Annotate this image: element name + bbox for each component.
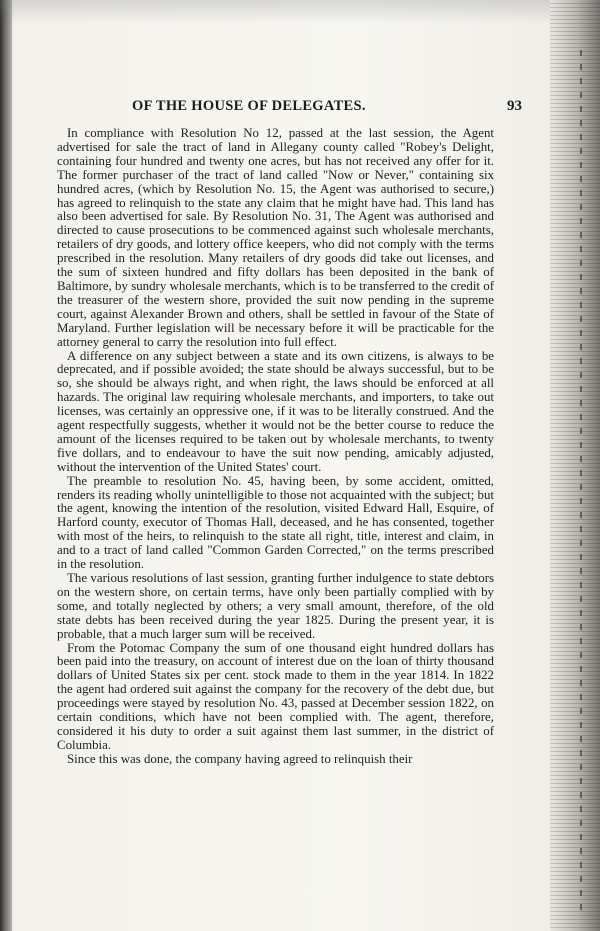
- page-header: [90, 98, 522, 118]
- page-number: 93: [507, 98, 522, 114]
- edge-marks: [580, 50, 582, 910]
- paragraph: The preamble to resolution No. 45, having been, by some accident, omitted, renders its reading wholly unintelligible to those not acquainted with the subject; but the agent, knowing the intention of the resolution, visited Edward Hall, Esquire, of Harford county, executor of Thomas Hall, deceased, and he has consented, together with most of the heirs, to relinquish to the state all right, title, interest and claim, in and to a tract of land called "Common Garden Corrected," on the terms prescribed in the resolution.: [57, 473, 494, 572]
- paragraph: The various resolutions of last session, granting further indulgence to state debtors on the western shore, on certain terms, have only been partially complied with by some, and totally neglected by others; a very small amount, therefore, of the old state debts has been received during the year 1825. During the present year, it is probable, that a much larger sum will be received.: [57, 571, 494, 641]
- paragraph: Since this was done, the company having agreed to relinquish their: [67, 751, 413, 766]
- paragraph: In compliance with Resolution No 12, passed at the last session, the Agent advertised for sale the tract of land in Allegany county called "Robey's Delight, containing four hundred and twenty one acres, but has not received any offer for it. The former purchaser of the tract of land called "Now or Never," containing six hundred acres, (which by Resolution No. 15, the Agent was authorised to secure,) has agreed to relinquish to the state any claim that he might have had. This land has also been advertised for sale. By Resolution No. 31, The Agent was authorised and directed to cause prosecutions to be commenced against such wholesale merchants, retailers of dry goods, and lottery office keepers, who did not comply with the terms prescribed in the resolution. Many retailers of dry goods did take out licenses, and the sum of sixteen hundred and fifty dollars has been deposited in the bank of Baltimore, by sundry wholesale merchants, which is to be transferred to the credit of the treasurer of the western shore, provided the suit now pending in the supreme court, against Alexander Brown and others, shall be settled in favour of the State of Maryland. Further legislation will be necessary before it will be practicable for the attorney general to carry the resolution into full effect.: [57, 126, 494, 349]
- paragraph: From the Potomac Company the sum of one thousand eight hundred dollars has been paid into the treasury, on account of interest due on the loan of thirty thousand dollars of United States six per cent. stock made to them in the year 1814. In 1822 the agent had ordered suit against the company for the recovery of the debt due, but proceedings were stayed by resolution No. 43, passed at December session 1822, on certain conditions, which have not been complied with. The agent, therefore, considered it his duty to order a suit against them last summer, in the district of Columbia.: [57, 640, 494, 752]
- paragraph: A difference on any subject between a state and its own citizens, is always to be deprecated, and if possible avoided; the state should be always successful, but to be so, she should be always right, and when right, the laws should be enforced at all hazards. The original law requiring wholesale merchants, and importers, to take out licenses, was certainly an oppressive one, if it was to be literally construed. And the agent respectfully suggests, whether it would not be the better course to reduce the amount of the licenses required to be taken out by wholesale merchants, to twenty five dollars, and to endeavour to have the suit now pending, amicably adjusted, without the intervention of the United States' court.: [57, 348, 494, 474]
- page-stack-edge: [550, 0, 600, 931]
- body-text: [57, 127, 494, 767]
- running-head: OF THE HOUSE OF DELEGATES.: [132, 98, 366, 114]
- book-binding-edge: [0, 0, 12, 931]
- page-shadow: [0, 0, 600, 24]
